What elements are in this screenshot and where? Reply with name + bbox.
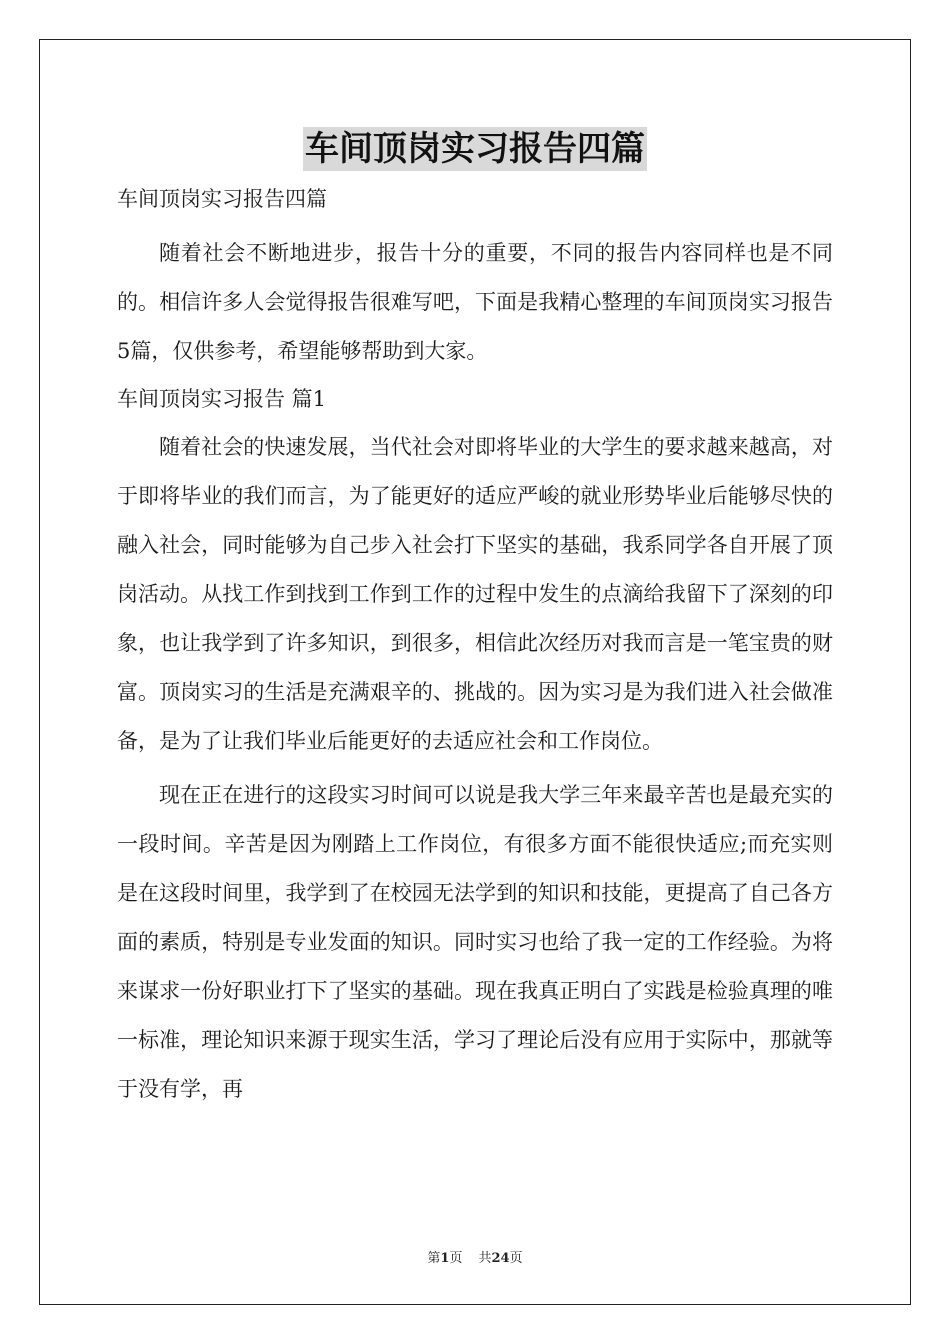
page-number: 1 [440, 1251, 450, 1266]
document-body [117, 179, 833, 1114]
body-paragraph: 随着社会的快速发展，当代社会对即将毕业的大学生的要求越来越高，对于即将毕业的我们而言，为了能更好的适应严峻的就业形势毕业后能够尽快的融入社会，同时能够为自己步入社会打下坚实的基础，我系同学各自开展了顶岗活动。从找工作到找到工作到工作的过程中发生的点滴给我留下了深刻的印象，也让我学到了许多知识，到很多，相信此次经历对我而言是一笔宝贵的财富。顶岗实习的生活是充满艰辛的、挑战的。因为实习是为我们进入社会做准备，是为了让我们毕业后能更好的去适应社会和工作岗位。 [117, 435, 833, 753]
total-pages: 24 [491, 1251, 510, 1266]
total-suffix: 页 [509, 1251, 523, 1266]
intro-paragraph: 随着社会不断地进步，报告十分的重要，不同的报告内容同样也是不同的。相信许多人会觉得报告很难写吧，下面是我精心整理的车间顶岗实习报告5篇，仅供参考，希望能够帮助到大家。 [117, 241, 833, 363]
document-title: 车间顶岗实习报告四篇 [305, 129, 645, 169]
document-subtitle: 车间顶岗实习报告四篇 [117, 187, 327, 211]
section-heading: 车间顶岗实习报告 篇1 [117, 387, 327, 411]
total-prefix: 共 [478, 1251, 492, 1266]
page-prefix: 第 [427, 1251, 441, 1266]
page-footer [0, 1250, 950, 1268]
body-paragraph: 现在正在进行的这段实习时间可以说是我大学三年来最辛苦也是最充实的一段时间。辛苦是因为刚踏上工作岗位，有很多方面不能很快适应;而充实则是在这段时间里，我学到了在校园无法学到的知识和技能，更提高了自己各方面的素质，特别是专业发面的知识。同时实习也给了我一定的工作经验。为将来谋求一份好职业打下了坚实的基础。现在我真正明白了实践是检验真理的唯一标准，理论知识来源于现实生活，学习了理论后没有应用于实际中，那就等于没有学，再 [117, 783, 833, 1101]
title-container [0, 127, 950, 171]
page-suffix: 页 [449, 1251, 463, 1266]
